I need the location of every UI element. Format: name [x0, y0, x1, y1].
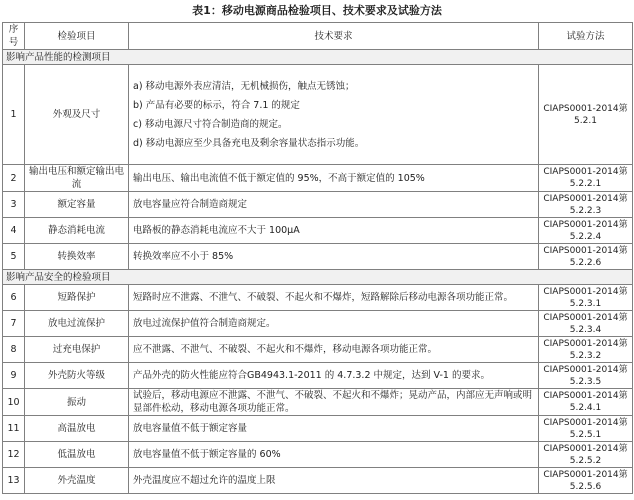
row-number: 7 [3, 311, 25, 337]
header-item: 检验项目 [25, 23, 129, 50]
test-method: CIAPS0001-2014第5.2.1 [539, 65, 633, 165]
requirement-line: 输出电压、输出电流值不低于额定值的 95%，不高于额定值的 105% [133, 172, 425, 184]
requirement-line: d) 移动电源应至少具备充电及剩余容量状态指示功能。 [133, 137, 365, 149]
technical-requirement [129, 285, 539, 311]
row-number: 1 [3, 65, 25, 165]
requirement-line: 产品外壳的防火性能应符合GB4943.1-2011 的 4.7.3.2 中规定，达到 V-1 的要求。 [133, 370, 490, 381]
table-row [3, 285, 633, 311]
table-row [3, 192, 633, 218]
inspection-item: 过充电保护 [25, 337, 129, 363]
inspection-item: 外壳温度 [25, 468, 129, 494]
header-method: 试验方法 [539, 23, 633, 50]
requirement-line: 试验后，移动电源应不泄露、不泄气、不破裂、不起火和不爆炸；晃动产品，内部应无声响或明显部件松动，移动电源各项功能正常。 [133, 390, 533, 414]
requirement-line: 转换效率应不小于 85% [133, 251, 234, 262]
header-requirement: 技术要求 [129, 23, 539, 50]
row-number: 6 [3, 285, 25, 311]
header-row [3, 23, 633, 50]
test-method: CIAPS0001-2014第5.2.3.5 [539, 363, 633, 389]
row-number: 3 [3, 192, 25, 218]
table-row [3, 468, 633, 494]
technical-requirement [129, 244, 539, 270]
technical-requirement [129, 218, 539, 244]
inspection-item: 高温放电 [25, 416, 129, 442]
inspection-item: 外壳防火等级 [25, 363, 129, 389]
test-method: CIAPS0001-2014第5.2.2.6 [539, 244, 633, 270]
row-number: 11 [3, 416, 25, 442]
requirement-line: 短路时应不泄露、不泄气、不破裂、不起火和不爆炸，短路解除后移动电源各项功能正常。 [133, 292, 514, 303]
requirement-line: 放电容量应符合制造商规定 [133, 199, 248, 210]
technical-requirement [129, 389, 539, 416]
section-label: 影响产品性能的检测项目 [3, 50, 633, 65]
table-row [3, 389, 633, 416]
technical-requirement [129, 311, 539, 337]
inspection-item: 低温放电 [25, 442, 129, 468]
row-number: 12 [3, 442, 25, 468]
row-number: 9 [3, 363, 25, 389]
requirement-line: 放电容量值不低于额定容量 [133, 423, 248, 434]
table-row [3, 337, 633, 363]
technical-requirement [129, 192, 539, 218]
technical-requirement [129, 65, 539, 165]
row-number: 5 [3, 244, 25, 270]
row-number: 13 [3, 468, 25, 494]
test-method: CIAPS0001-2014第5.2.5.1 [539, 416, 633, 442]
row-number: 2 [3, 165, 25, 192]
technical-requirement [129, 363, 539, 389]
table-row [3, 244, 633, 270]
test-method: CIAPS0001-2014第5.2.2.1 [539, 165, 633, 192]
technical-requirement [129, 165, 539, 192]
requirement-line: 放电容量值不低于额定容量的 60% [133, 449, 281, 460]
requirement-line: 电路板的静态消耗电流应不大于 100μA [133, 225, 300, 236]
inspection-item: 转换效率 [25, 244, 129, 270]
test-method: CIAPS0001-2014第5.2.2.4 [539, 218, 633, 244]
requirement-line: 外壳温度应不超过允许的温度上限 [133, 475, 276, 486]
test-method: CIAPS0001-2014第5.2.5.2 [539, 442, 633, 468]
inspection-table [2, 22, 633, 494]
requirement-line: 应不泄露、不泄气、不破裂、不起火和不爆炸，移动电源各项功能正常。 [133, 344, 438, 355]
inspection-item: 短路保护 [25, 285, 129, 311]
test-method: CIAPS0001-2014第5.2.2.3 [539, 192, 633, 218]
row-number: 10 [3, 389, 25, 416]
row-number: 4 [3, 218, 25, 244]
test-method: CIAPS0001-2014第5.2.5.6 [539, 468, 633, 494]
section-label: 影响产品安全的检验项目 [3, 270, 633, 285]
requirement-line: c) 移动电源尺寸符合制造商的规定。 [133, 118, 288, 130]
inspection-item: 输出电压和额定输出电流 [25, 165, 129, 192]
inspection-item: 放电过流保护 [25, 311, 129, 337]
inspection-item: 额定容量 [25, 192, 129, 218]
section-row [3, 270, 633, 285]
requirement-line: a) 移动电源外表应清洁，无机械损伤，触点无锈蚀； [133, 80, 355, 92]
table-row [3, 363, 633, 389]
table-row [3, 311, 633, 337]
test-method: CIAPS0001-2014第5.2.3.2 [539, 337, 633, 363]
row-number: 8 [3, 337, 25, 363]
technical-requirement [129, 468, 539, 494]
table-row [3, 218, 633, 244]
header-seq: 序号 [3, 23, 25, 50]
table-row [3, 165, 633, 192]
test-method: CIAPS0001-2014第5.2.3.1 [539, 285, 633, 311]
technical-requirement [129, 442, 539, 468]
section-row [3, 50, 633, 65]
test-method: CIAPS0001-2014第5.2.3.4 [539, 311, 633, 337]
technical-requirement [129, 416, 539, 442]
table-row [3, 442, 633, 468]
requirement-line: b) 产品有必要的标示，符合 7.1 的规定 [133, 99, 300, 111]
technical-requirement [129, 337, 539, 363]
requirement-line: 放电过流保护值符合制造商规定。 [133, 318, 276, 329]
table-row [3, 65, 633, 165]
inspection-item: 振动 [25, 389, 129, 416]
inspection-item: 静态消耗电流 [25, 218, 129, 244]
test-method: CIAPS0001-2014第5.2.4.1 [539, 389, 633, 416]
inspection-item: 外观及尺寸 [25, 65, 129, 165]
table-row [3, 416, 633, 442]
table-title: 表1：移动电源商品检验项目、技术要求及试验方法 [192, 4, 442, 17]
